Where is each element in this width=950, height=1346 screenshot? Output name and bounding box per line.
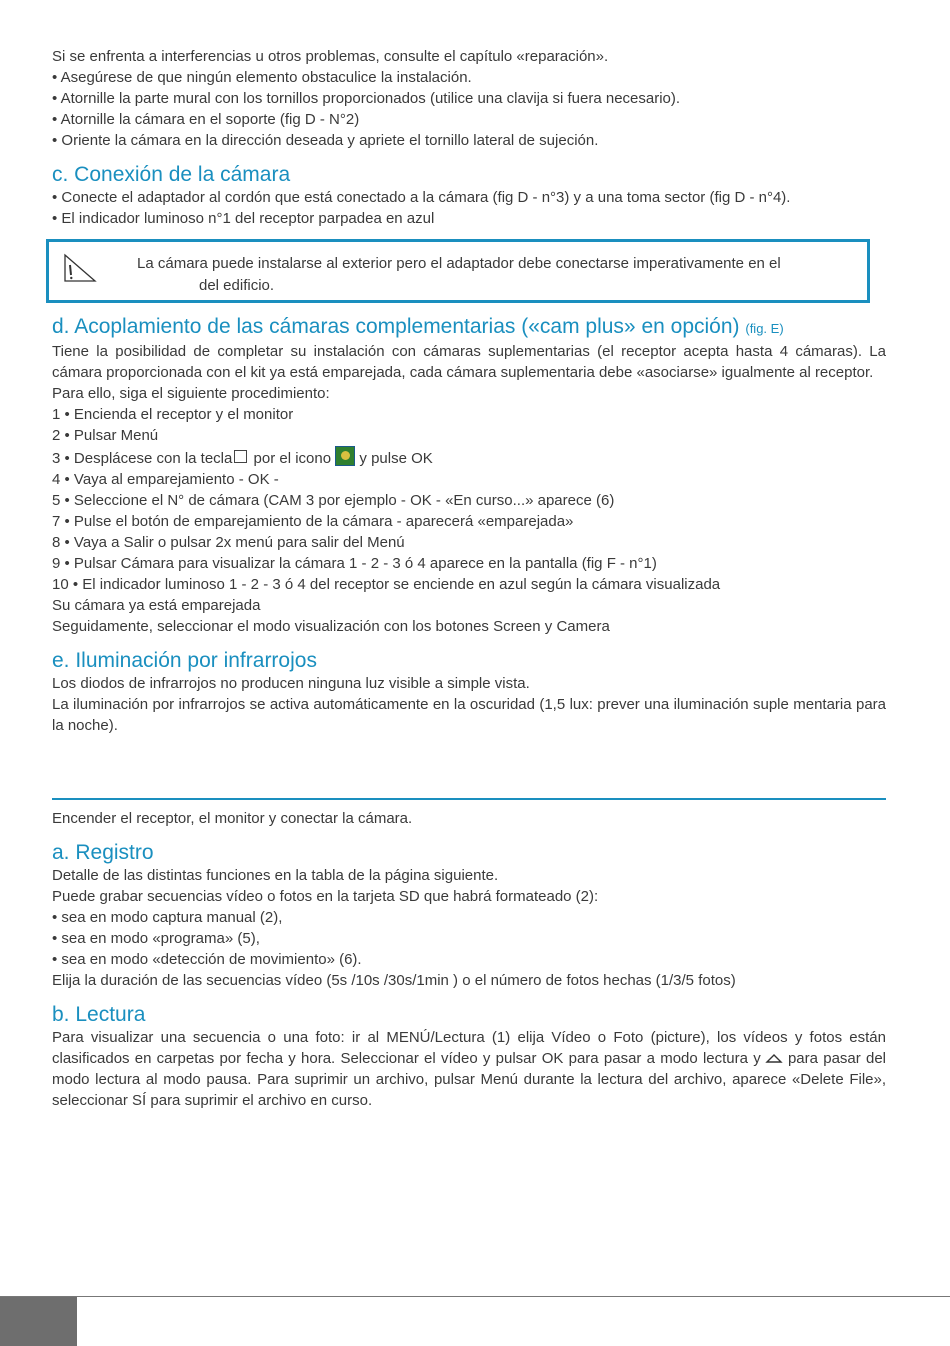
intro-line: • Oriente la cámara en la dirección deseada y apriete el tornillo lateral de sujeción.: [52, 132, 599, 149]
play-pause-button-icon: [765, 1052, 783, 1064]
footer-rule: [0, 1296, 950, 1297]
section-c-title: c. Conexión de la cámara: [52, 163, 291, 186]
step3-text-a: 3 • Desplácese con la tecla: [52, 450, 233, 467]
section-d-title-text: d. Acoplamiento de las cámaras complementarias («cam plus» en opción): [52, 315, 740, 338]
usage-intro: Encender el receptor, el monitor y conectar la cámara.: [52, 810, 413, 827]
section-divider: [52, 798, 886, 800]
step3-text-b: por el icono: [249, 450, 336, 467]
procedure-step-3: [52, 446, 886, 469]
warning-note-line1: La cámara puede instalarse al exterior pero el adaptador debe conectarse imperativamente en el: [137, 255, 781, 272]
warning-triangle-icon: [61, 253, 97, 283]
procedure-step: 7 • Pulse el botón de emparejamiento de la cámara - aparecerá «emparejada»: [52, 513, 574, 530]
intro-line: Si se enfrenta a interferencias u otros problemas, consulte el capítulo «reparación».: [52, 48, 609, 65]
section-a-line: • sea en modo captura manual (2),: [52, 909, 283, 926]
procedure-then: Seguidamente, seleccionar el modo visualización con los botones Screen y Camera: [52, 618, 610, 635]
procedure-step: 1 • Encienda el receptor y el monitor: [52, 406, 294, 423]
section-a-line: Puede grabar secuencias vídeo o fotos en la tarjeta SD que habrá formateado (2):: [52, 888, 599, 905]
intro-list: [52, 46, 886, 151]
intro-line: • Atornille la parte mural con los tornillos proporcionados (utilice una clavija si fuera necesario).: [52, 90, 681, 107]
section-e-title: e. Iluminación por infrarrojos: [52, 649, 317, 672]
page-number-tab: [0, 1297, 77, 1346]
section-a-line: Detalle de las distintas funciones en la tabla de la página siguiente.: [52, 867, 499, 884]
procedure-intro: Para ello, siga el siguiente procedimiento:: [52, 385, 330, 402]
section-b-text-a: Para visualizar una secuencia o una foto: ir al MENÚ/Lectura (1) elija Vídeo o Foto (picture), los vídeos y fotos están clasificados en carpetas por fecha y hora. Seleccionar el vídeo y pulsar OK para pasar a modo lectura y: [52, 1029, 886, 1067]
section-d-title: [52, 315, 886, 341]
arrow-key-icon: [234, 450, 247, 463]
intro-line: • Atornille la cámara en el soporte (fig D - N°2): [52, 111, 360, 128]
procedure-step: 5 • Seleccione el N° de cámara (CAM 3 por ejemplo - OK - «En curso...» aparece (6): [52, 492, 615, 509]
section-a-title: a. Registro: [52, 841, 154, 864]
procedure-done: Su cámara ya está emparejada: [52, 597, 261, 614]
pairing-menu-icon: [335, 446, 355, 466]
section-a-line: • sea en modo «programa» (5),: [52, 930, 260, 947]
section-e-line: Los diodos de infrarrojos no producen ninguna luz visible a simple vista.: [52, 675, 530, 692]
section-e-paragraph: La iluminación por infrarrojos se activa automáticamente en la oscuridad (1,5 lux: prever una iluminación suple mentaria para la noche).: [52, 696, 886, 734]
procedure-step: 2 • Pulsar Menú: [52, 427, 159, 444]
section-d-figure-ref: (fig. E): [745, 321, 784, 336]
intro-line: • Asegúrese de que ningún elemento obstaculice la instalación.: [52, 69, 472, 86]
procedure-step: 8 • Vaya a Salir o pulsar 2x menú para salir del Menú: [52, 534, 405, 551]
procedure-step: 4 • Vaya al emparejamiento - OK -: [52, 471, 279, 488]
warning-note-line2: del edificio.: [199, 277, 275, 294]
procedure-step: 9 • Pulsar Cámara para visualizar la cámara 1 - 2 - 3 ó 4 aparece en la pantalla (fig F - n°1): [52, 555, 657, 572]
procedure-step: 10 • El indicador luminoso 1 - 2 - 3 ó 4 del receptor se enciende en azul según la cámara visualizada: [52, 576, 721, 593]
section-b-paragraph: [52, 1027, 886, 1111]
warning-note-box: [46, 239, 870, 303]
section-c-line: • El indicador luminoso n°1 del receptor parpadea en azul: [52, 210, 435, 227]
section-a-line: • sea en modo «detección de movimiento» (6).: [52, 951, 362, 968]
section-b-text-b: para pasar del modo lectura al modo pausa. Para suprimir un archivo, pulsar Menú durante la lectura del archivo, aparece «Delete File», seleccionar SÍ para suprimir el archivo en curso.: [52, 1050, 886, 1109]
section-d-paragraph: Tiene la posibilidad de completar su instalación con cámaras suplementarias (el receptor acepta hasta 4 cámaras). La cámara proporcionada con el kit ya está emparejada, cada cámara suplementaria debe «asociarse» igualmente al receptor.: [52, 343, 886, 381]
warning-note-text: [137, 253, 857, 297]
section-b-title: b. Lectura: [52, 1003, 146, 1026]
section-c-line: • Conecte el adaptador al cordón que está conectado a la cámara (fig D - n°3) y a una toma sector (fig D - n°4).: [52, 189, 791, 206]
document-page: [52, 46, 886, 1111]
section-a-line: Elija la duración de las secuencias vídeo (5s /10s /30s/1min ) o el número de fotos hechas (1/3/5 fotos): [52, 972, 736, 989]
step3-text-c: y pulse OK: [355, 450, 433, 467]
